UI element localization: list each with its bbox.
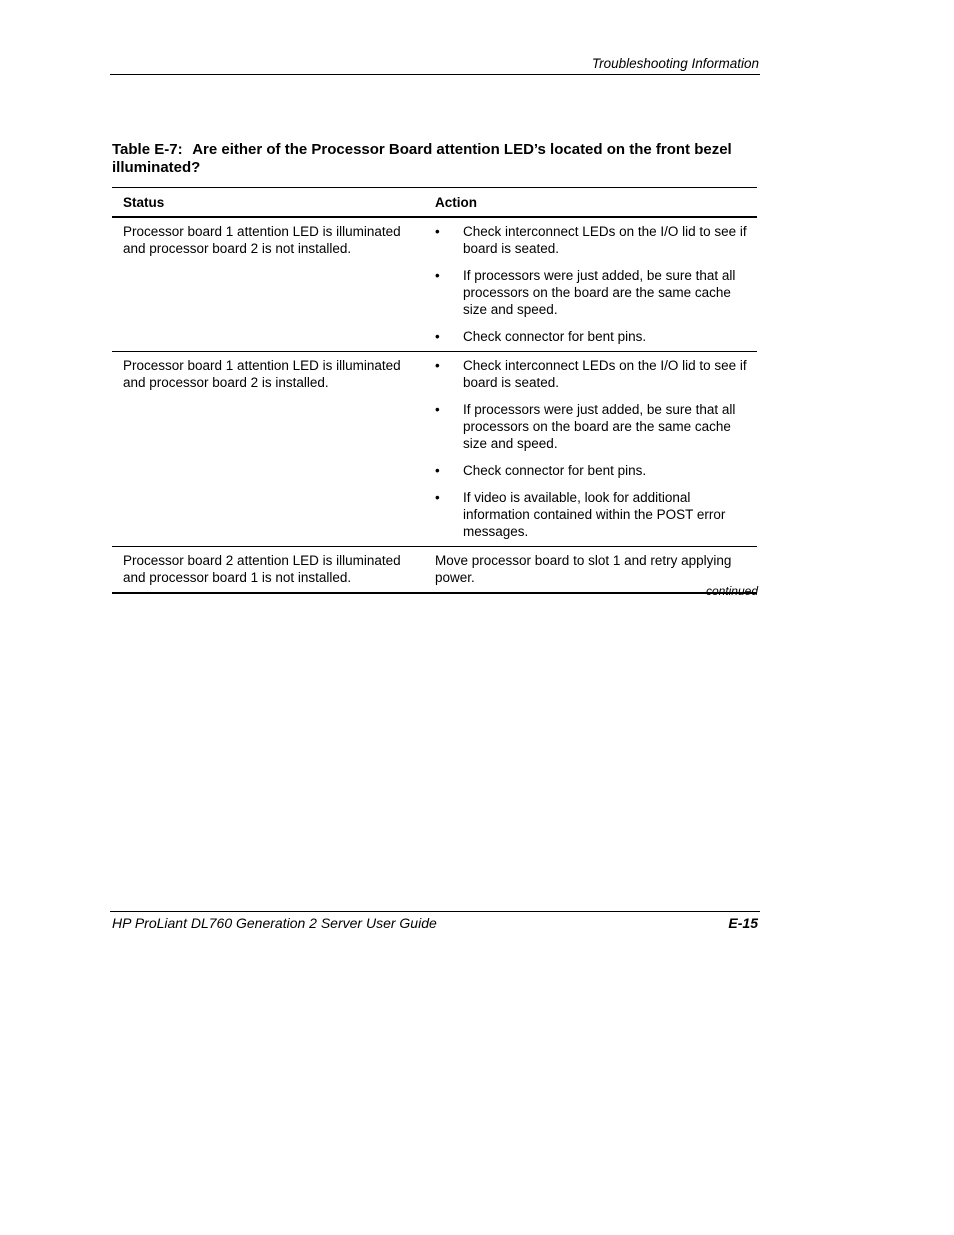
- status-cell: Processor board 2 attention LED is illuminated and processor board 1 is not installed.: [112, 547, 435, 594]
- column-header-status: Status: [112, 188, 435, 218]
- list-item: • If processors were just added, be sure that all processors on the board are the same cache size and speed.: [435, 402, 736, 451]
- footer-rule: [110, 911, 760, 912]
- list-item: • Check connector for bent pins.: [435, 329, 647, 344]
- list-item: • If processors were just added, be sure that all processors on the board are the same cache size and speed.: [435, 268, 736, 317]
- running-header: Troubleshooting Information: [591, 56, 759, 71]
- list-item: • Check interconnect LEDs on the I/O lid to see if board is seated.: [435, 358, 747, 390]
- table-row: [112, 217, 757, 352]
- continued-note: continued: [705, 584, 758, 598]
- header-rule: [110, 74, 760, 75]
- table-caption-text: Are either of the Processor Board attention LED’s located on the front bezel illuminated?: [112, 141, 732, 176]
- action-cell: Move processor board to slot 1 and retry applying power.: [435, 547, 757, 594]
- page-number: E-15: [728, 915, 758, 931]
- list-item: • Check connector for bent pins.: [435, 463, 647, 478]
- action-list: [435, 223, 749, 345]
- bullet-icon: •: [435, 329, 440, 344]
- column-header-action: Action: [435, 188, 757, 218]
- table-row: [112, 352, 757, 547]
- bullet-icon: •: [435, 358, 440, 373]
- list-item: • Check interconnect LEDs on the I/O lid to see if board is seated.: [435, 224, 747, 256]
- table-header-row: [112, 188, 757, 218]
- footer-guide-title: HP ProLiant DL760 Generation 2 Server User Guide: [112, 915, 437, 931]
- status-cell: Processor board 1 attention LED is illuminated and processor board 2 is not installed.: [112, 217, 435, 352]
- troubleshooting-table: [112, 187, 757, 594]
- table-caption-label: Table E-7:: [112, 141, 183, 158]
- bullet-icon: •: [435, 490, 440, 505]
- bullet-icon: •: [435, 402, 440, 417]
- table-caption: [112, 141, 752, 177]
- status-cell: Processor board 1 attention LED is illuminated and processor board 2 is installed.: [112, 352, 435, 547]
- action-cell: [435, 217, 757, 352]
- list-item: • If video is available, look for additional information contained within the POST error messages.: [435, 490, 726, 539]
- bullet-icon: •: [435, 268, 440, 283]
- bullet-icon: •: [435, 463, 440, 478]
- action-list: [435, 357, 749, 540]
- bullet-icon: •: [435, 224, 440, 239]
- action-cell: [435, 352, 757, 547]
